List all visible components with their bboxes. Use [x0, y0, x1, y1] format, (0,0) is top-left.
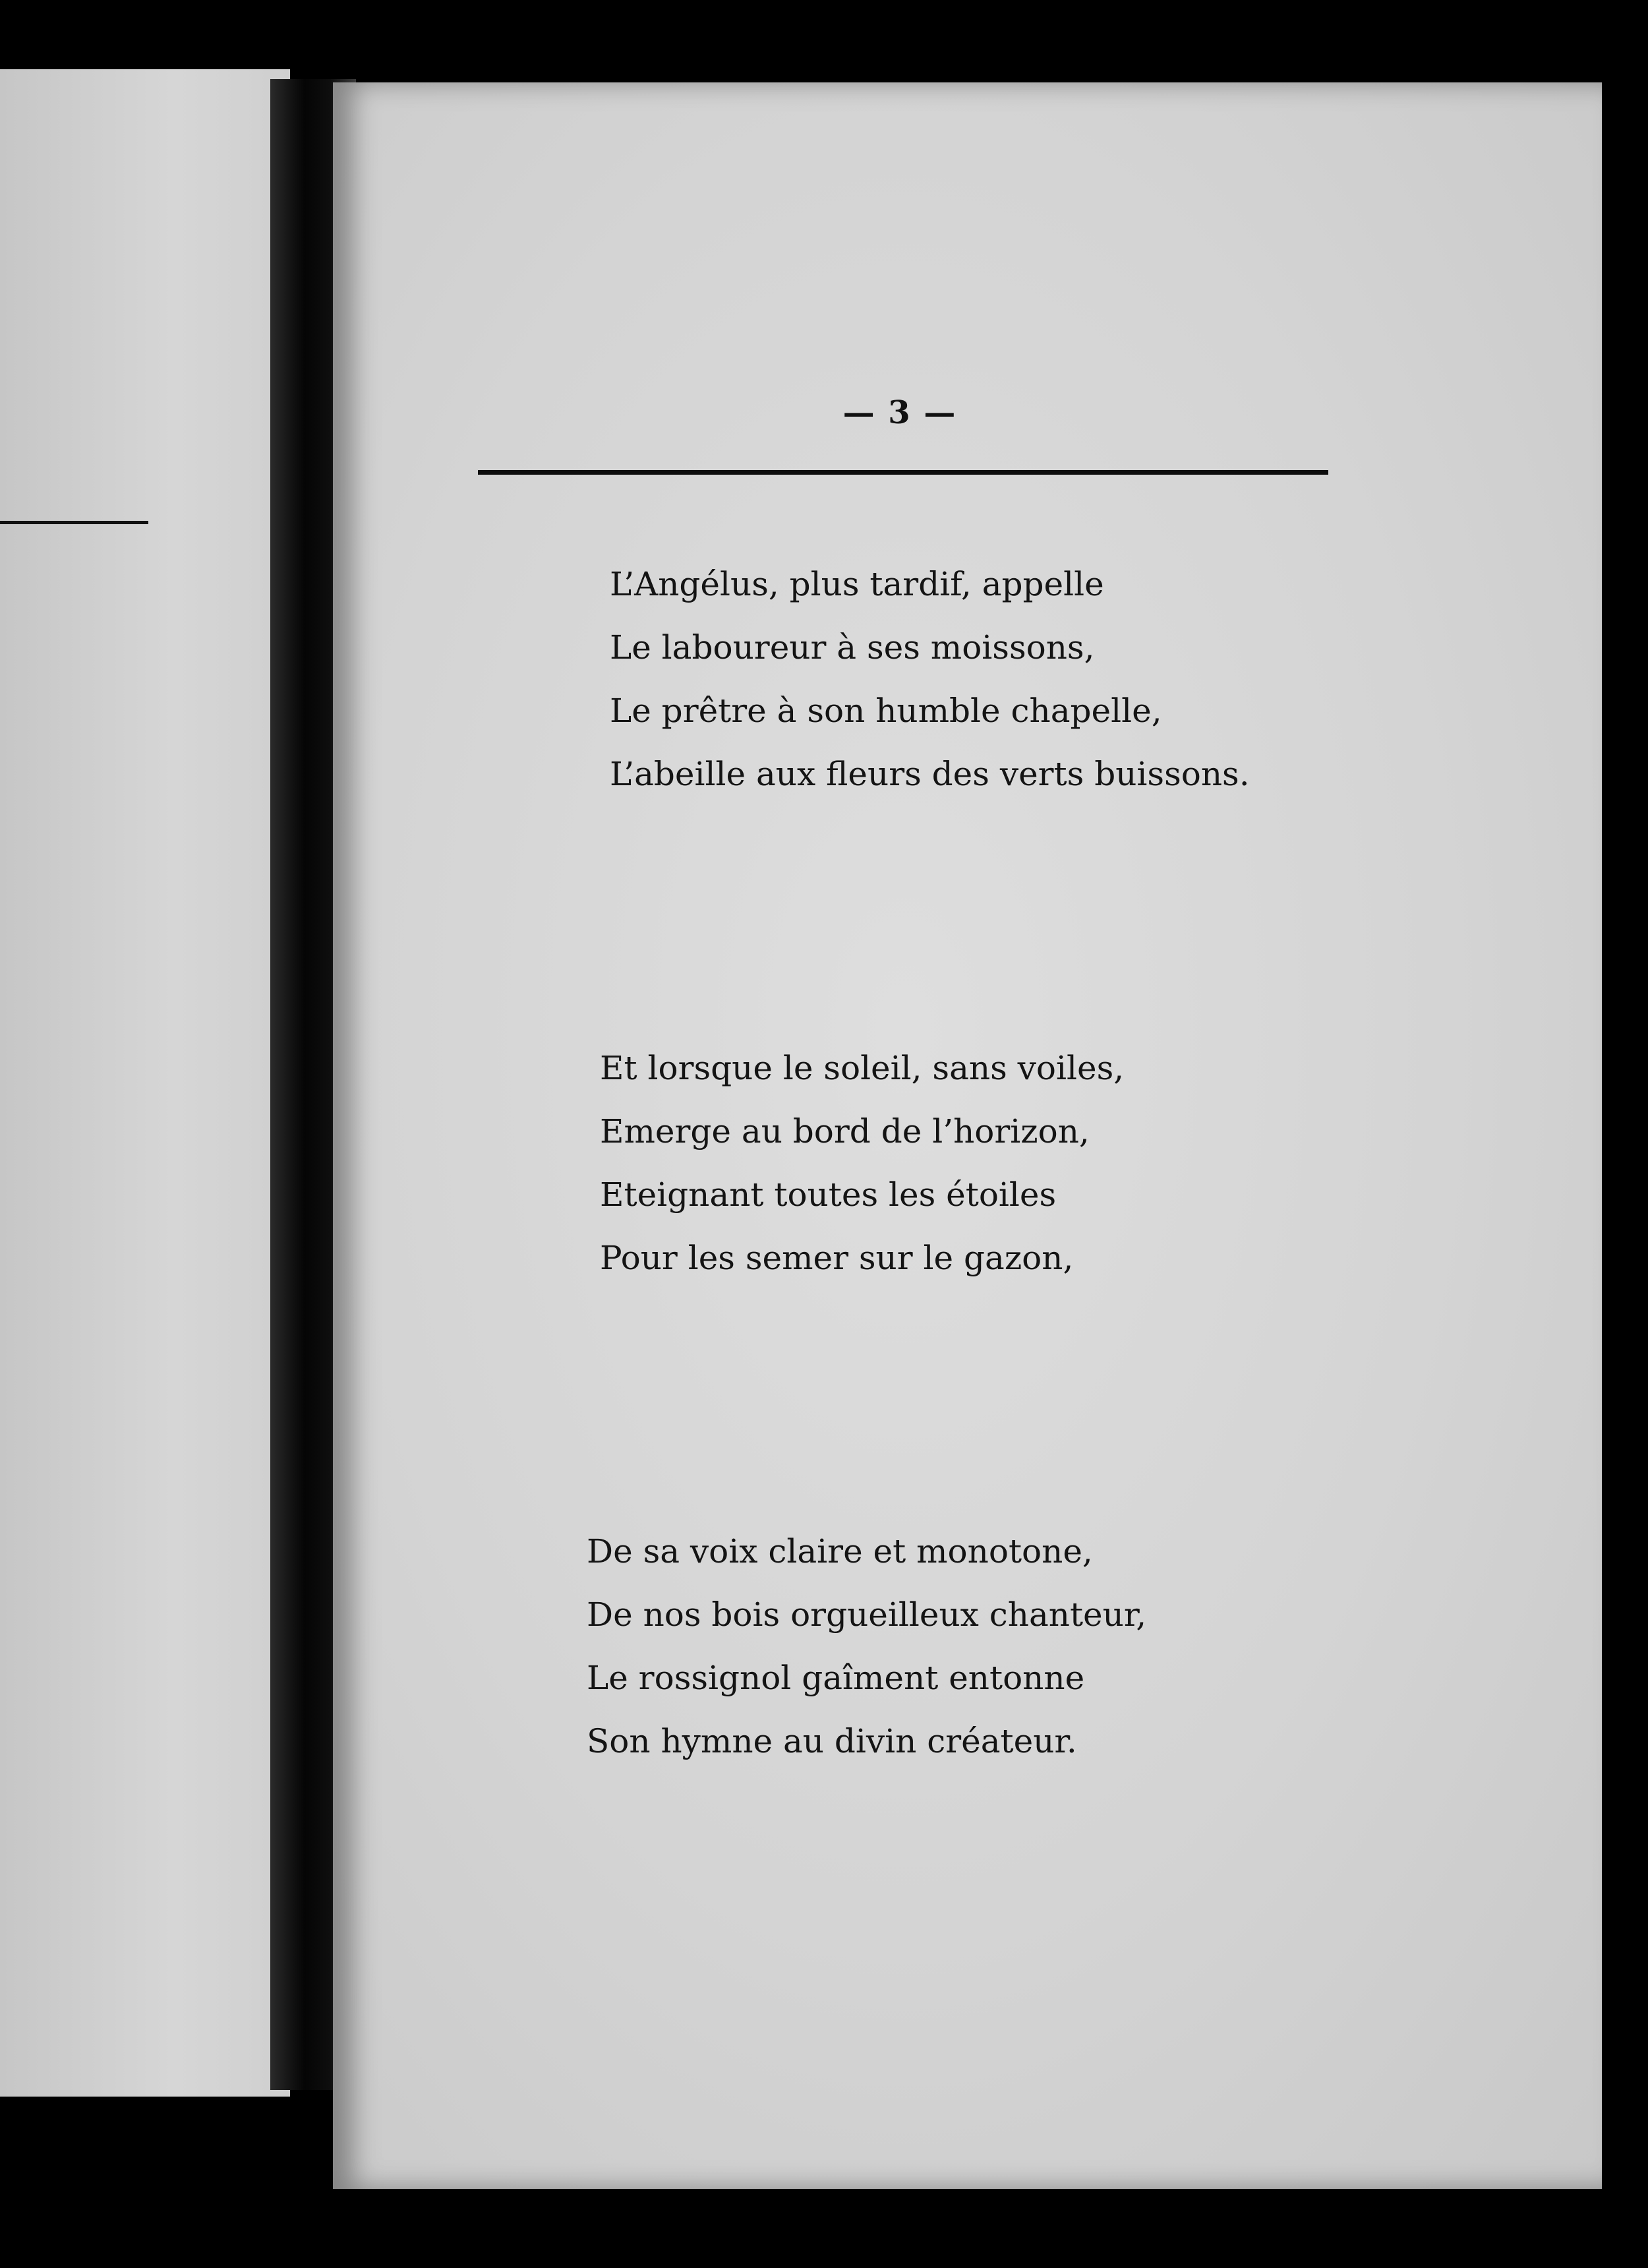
verse-line: Son hymne au divin créateur. — [587, 1722, 1077, 1760]
verse-line: De sa voix claire et monotone, — [587, 1532, 1093, 1570]
page-number: — 3 — — [842, 394, 957, 431]
stanza-2 — [600, 1036, 1124, 1290]
verse-line: De nos bois orgueilleux chanteur, — [587, 1596, 1147, 1634]
verse-line: Le laboureur à ses moissons, — [610, 628, 1095, 667]
verse-line: Emerge au bord de l’horizon, — [600, 1112, 1090, 1150]
verse-line: Eteignant toutes les étoiles — [600, 1176, 1057, 1214]
verse-line: L’abeille aux fleurs des verts buissons. — [610, 755, 1250, 793]
stanza-3 — [587, 1520, 1146, 1773]
previous-page — [0, 69, 290, 2097]
previous-page-rule — [0, 521, 148, 524]
verse-line: Le rossignol gaîment entonne — [587, 1659, 1085, 1697]
stanza-1 — [610, 552, 1250, 806]
verse-line: Et lorsque le soleil, sans voiles, — [600, 1049, 1125, 1087]
header-rule — [478, 470, 1328, 475]
verse-line: Le prêtre à son humble chapelle, — [610, 692, 1162, 730]
verse-line: L’Angélus, plus tardif, appelle — [610, 565, 1104, 603]
verse-line: Pour les semer sur le gazon, — [600, 1239, 1074, 1277]
